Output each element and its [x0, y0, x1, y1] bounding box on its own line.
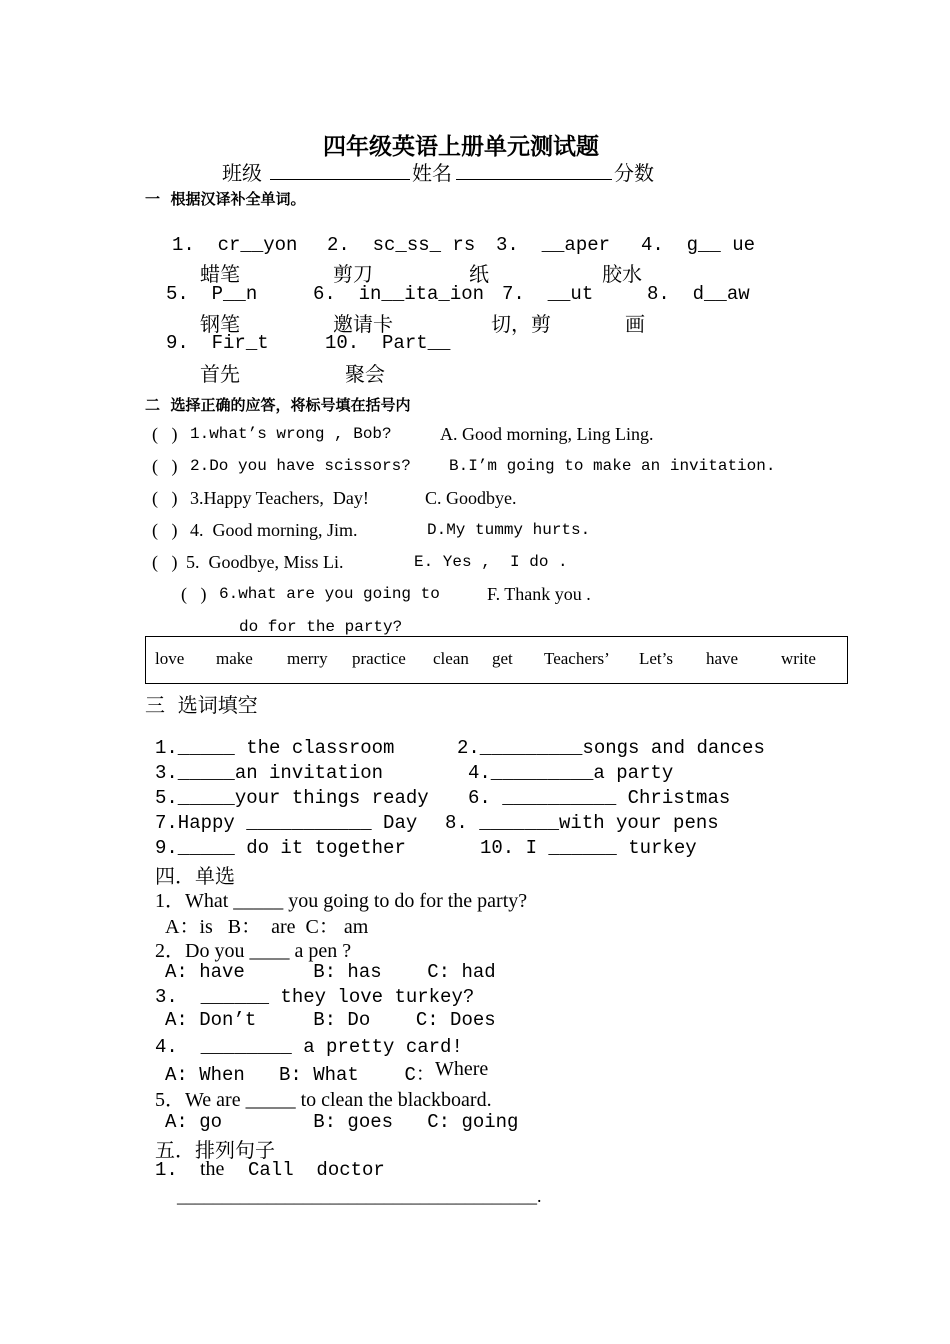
name-blank — [456, 179, 612, 180]
section2-heading: 二 选择正确的应答，将标号填在括号内 — [145, 396, 411, 414]
s2-q5: 5. Goodbye, Miss Li. — [186, 552, 344, 572]
s2-e: E. Yes , I do . — [414, 553, 568, 571]
s1-item-7: 7. __ut — [502, 283, 594, 305]
s1-item-8: 8. d__aw — [647, 283, 750, 305]
s1-cn-2: 剪刀 — [333, 262, 373, 286]
s3-item-10: 10. I ______ turkey — [480, 837, 697, 859]
s1-cn-4: 胶水 — [602, 262, 642, 286]
s2-q4: 4. Good morning, Jim. — [190, 520, 358, 540]
s1-cn-6: 邀请卡 — [333, 312, 393, 336]
word-love: love — [155, 649, 185, 668]
s5-answer-line: ________________________________________. — [177, 1186, 542, 1206]
word-practice: practice — [352, 649, 406, 668]
s1-item-2: 2. sc_ss_ rs — [327, 234, 476, 256]
word-write: write — [781, 649, 816, 668]
s2-c: C. Goodbye. — [425, 488, 517, 508]
s3-item-3: 3._____an invitation — [155, 762, 384, 784]
s4-q1: 1．What _____ you going to do for the party? — [155, 890, 528, 912]
s4-q4: 4. ________ a pretty card! — [155, 1036, 463, 1058]
s2-q3: 3.Happy Teachers, Day! — [190, 488, 369, 508]
s5-item-1-word-b: Call doctor — [248, 1159, 385, 1181]
s4-q3: 3. ______ they love turkey? — [155, 986, 475, 1008]
s3-item-2: 2._________songs and dances — [457, 737, 765, 759]
score-label: 分数 — [614, 161, 654, 185]
page-title: 四年级英语上册单元测试题 — [323, 134, 599, 160]
s1-item-9: 9. Fir_t — [166, 332, 269, 354]
section5-heading: 五．排列句子 — [155, 1138, 275, 1162]
s3-item-9: 9._____ do it together — [155, 837, 406, 859]
word-have: have — [706, 649, 739, 668]
s1-item-6: 6. in__ita_ion — [313, 283, 485, 305]
section4-heading: 四．单选 — [155, 864, 235, 888]
s1-item-1: 1. cr__yon — [172, 234, 298, 256]
s4-q2: 2．Do you ____ a pen ? — [155, 940, 352, 962]
class-label: 班级 — [222, 161, 262, 185]
word-get: get — [492, 649, 513, 668]
s1-item-10: 10. Part__ — [325, 332, 451, 354]
s2-paren-2: ( ) — [152, 456, 178, 476]
s2-q6: 6.what are you going to — [219, 585, 440, 603]
s2-paren-3: ( ) — [152, 488, 178, 508]
section1-heading: 一 根据汉译补全单词。 — [145, 190, 306, 208]
class-blank — [270, 179, 410, 180]
s2-paren-1: ( ) — [152, 424, 178, 444]
s4-q3-opts: A: Don’t B: Do C: Does — [165, 1009, 496, 1031]
s4-q5: 5．We are _____ to clean the blackboard. — [155, 1089, 492, 1111]
s1-cn-10: 聚会 — [345, 362, 385, 386]
s3-item-5: 5._____your things ready — [155, 787, 429, 809]
s1-cn-1: 蜡笔 — [200, 262, 240, 286]
s4-q1-opts: A：is B： are C： am — [165, 916, 369, 938]
s1-item-3: 3. __aper — [496, 234, 611, 256]
s5-item-1-num: 1. — [155, 1159, 178, 1181]
s1-cn-8: 画 — [625, 312, 645, 336]
word-teachers: Teachers’ — [544, 649, 610, 668]
s1-cn-9: 首先 — [200, 362, 240, 386]
s2-paren-4: ( ) — [152, 520, 178, 540]
s3-item-8: 8. _______with your pens — [445, 812, 719, 834]
s2-paren-5: ( ) — [152, 552, 178, 572]
word-lets: Let’s — [639, 649, 673, 668]
s2-a: A. Good morning, Ling Ling. — [440, 424, 654, 444]
word-box — [145, 636, 848, 684]
s1-cn-7: 切，剪 — [491, 312, 551, 336]
s4-q5-opts: A: go B: goes C: going — [165, 1111, 519, 1133]
s2-b: B.I’m going to make an invitation. — [449, 457, 776, 475]
s2-f: F. Thank you . — [487, 584, 591, 604]
name-label: 姓名 — [412, 161, 452, 185]
s2-q2: 2.Do you have scissors? — [190, 457, 411, 475]
s5-item-1-word-a: the — [200, 1158, 225, 1180]
s2-q1: 1.what’s wrong , Bob? — [190, 425, 392, 443]
word-merry: merry — [287, 649, 328, 668]
section3-heading: 三 选词填空 — [145, 693, 258, 717]
s1-item-5: 5. P__n — [166, 283, 258, 305]
s3-item-1: 1._____ the classroom — [155, 737, 395, 759]
s2-d: D.My tummy hurts. — [427, 521, 591, 539]
s2-q6-cont: do for the party? — [239, 618, 403, 636]
s1-cn-5: 钢笔 — [200, 312, 240, 336]
s3-item-6: 6. __________ Christmas — [468, 787, 731, 809]
s1-item-4: 4. g__ ue — [641, 234, 756, 256]
word-clean: clean — [433, 649, 469, 668]
s3-item-4: 4._________a party — [468, 762, 674, 784]
s4-q4-opts: A: When B: What C： — [165, 1064, 435, 1086]
word-make: make — [216, 649, 253, 668]
s4-q4-opt-c: Where — [435, 1058, 489, 1080]
s3-item-7: 7.Happy ___________ Day — [155, 812, 418, 834]
s2-paren-6: ( ) — [181, 584, 207, 604]
s1-cn-3: 纸 — [469, 262, 489, 286]
s4-q2-opts: A: have B: has C: had — [165, 961, 496, 983]
